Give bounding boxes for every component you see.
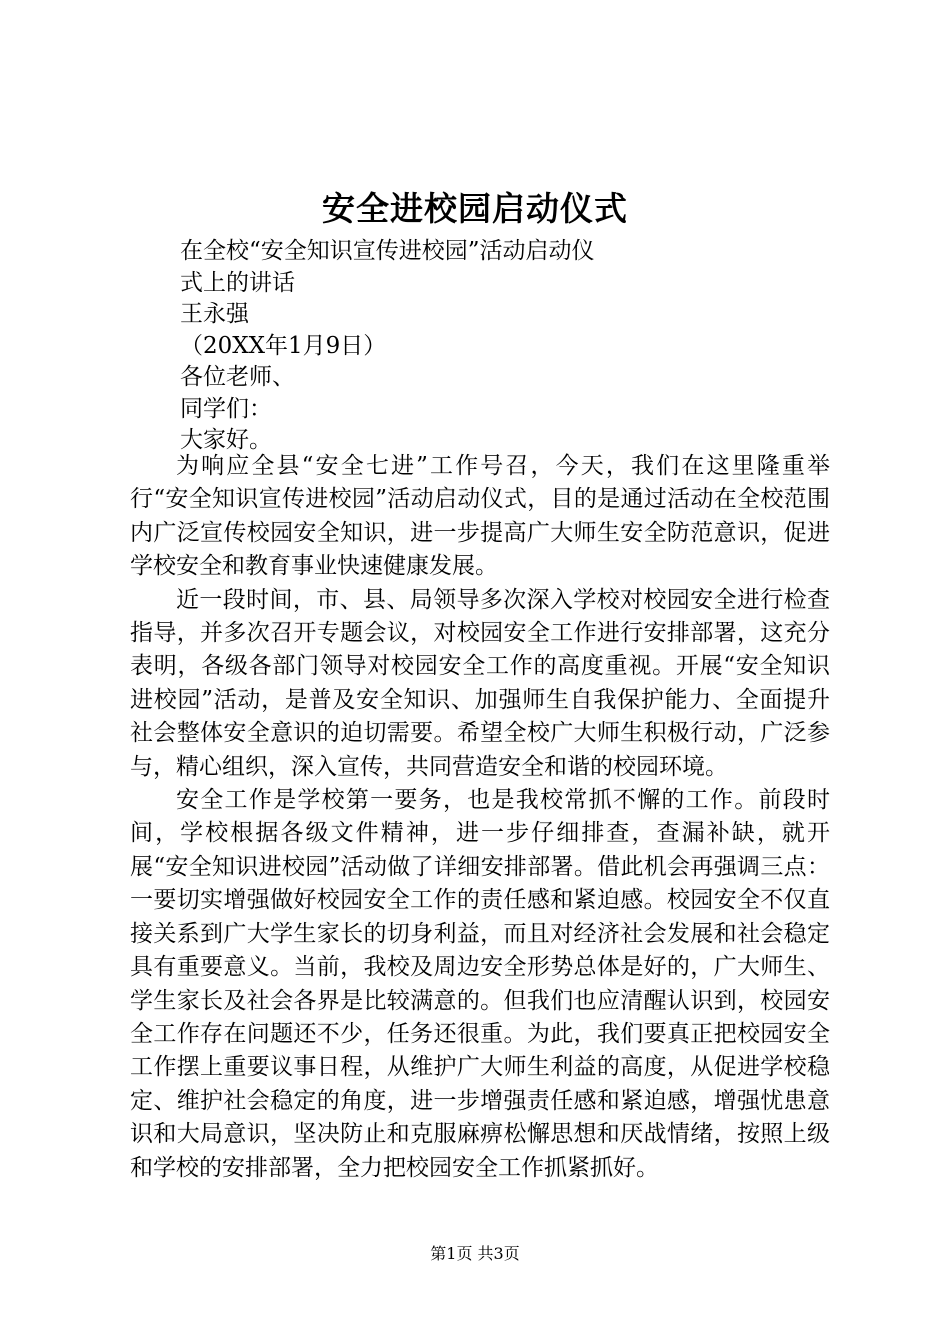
greeting: 大家好。 bbox=[180, 427, 272, 453]
speech-title-line-1: 在全校“安全知识宣传进校园”活动启动仪 bbox=[180, 238, 595, 264]
salutation-students: 同学们： bbox=[180, 395, 272, 422]
speech-date: （20XX年1月9日） bbox=[180, 332, 387, 359]
paragraph: 近一段时间，市、县、局领导多次深入学校对校园安全进行检查指导，并多次召开专题会议，对校园安全工作进行安排部署，这充分表明，各级各部门领导对校园安全工作的高度重视。开展“安全知识进校园”活动，是普及安全知识、加强师生自我保护能力、全面提升社会整体安全意识的迫切需要。希望全校广大师生积极行动，广泛参与，精心组织，深入宣传，共同营造安全和谐的校园环境。 bbox=[130, 586, 830, 780]
document-title: 安全进校园启动仪式 bbox=[322, 189, 628, 228]
paragraph: 为响应全县“安全七进”工作号召，今天，我们在这里隆重举行“安全知识宣传进校园”活动启动仪式，目的是通过活动在全校范围内广泛宣传校园安全知识，进一步提高广大师生安全防范意识，促进学校安全和教育事业快速健康发展。 bbox=[130, 453, 830, 580]
salutation-teachers: 各位老师、 bbox=[180, 364, 295, 390]
speech-body bbox=[130, 450, 830, 1185]
paragraph: 安全工作是学校第一要务，也是我校常抓不懈的工作。前段时间，学校根据各级文件精神，进一步仔细排查，查漏补缺，就开展“安全知识进校园”活动做了详细安排部署。借此机会再强调三点：一要切实增强做好校园安全工作的责任感和紧迫感。校园安全不仅直接关系到广大学生家长的切身利益，而且对经济社会发展和社会稳定具有重要意义。当前，我校及周边安全形势总体是好的，广大师生、学生家长及社会各界是比较满意的。但我们也应清醒认识到，校园安全工作存在问题还不少，任务还很重。为此，我们要真正把校园安全工作摆上重要议事日程，从维护广大师生利益的高度，从促进学校稳定、维护社会稳定的角度，进一步增强责任感和紧迫感，增强忧患意识和大局意识，坚决防止和克服麻痹松懈思想和厌战情绪，按照上级和学校的安排部署，全力把校园安全工作抓紧抓好。 bbox=[130, 787, 830, 1181]
page-number-footer: 第1页 共3页 bbox=[430, 1244, 520, 1263]
speech-header bbox=[180, 236, 740, 457]
speaker-name: 王永强 bbox=[180, 301, 249, 327]
speech-title-line-2: 式上的讲话 bbox=[180, 269, 295, 296]
